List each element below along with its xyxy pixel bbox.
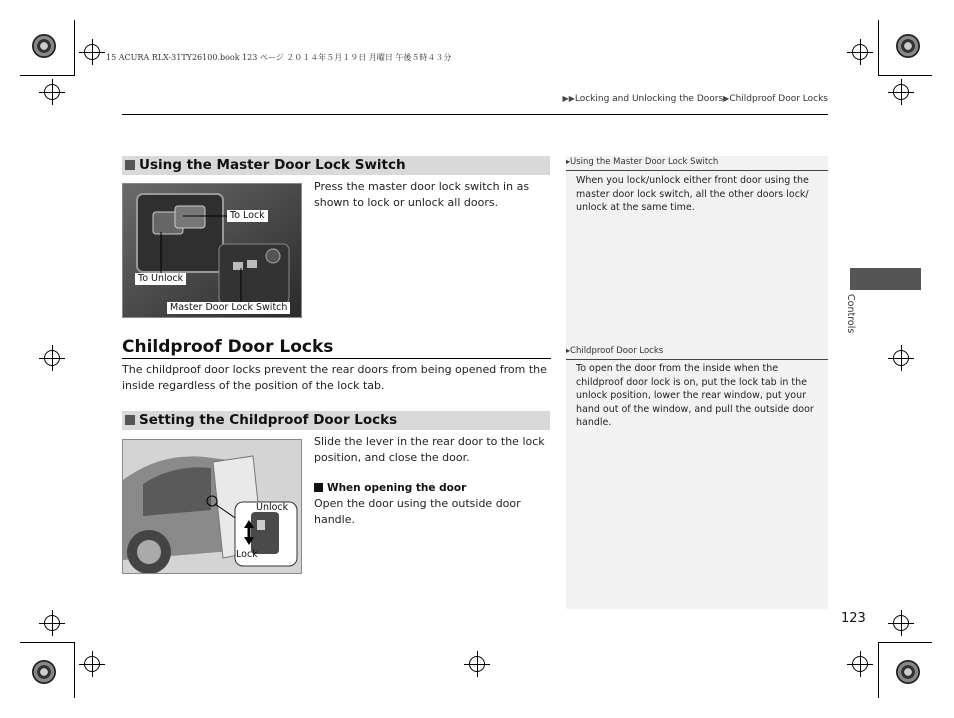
childproof-illustration	[122, 439, 302, 574]
registration-mark-icon	[893, 350, 909, 366]
reference-arrow-icon: ▸	[566, 346, 571, 355]
sub-heading	[314, 482, 466, 494]
breadcrumb	[563, 94, 828, 104]
registration-mark-icon	[893, 84, 909, 100]
crop-mark	[20, 642, 74, 643]
breadcrumb-part: Childproof Door Locks	[729, 94, 828, 104]
sidebar-note-heading-text: Using the Master Door Lock Switch	[570, 157, 719, 167]
door-panel-image	[123, 184, 301, 317]
sidebar-rule	[566, 170, 828, 171]
sidebar-note-body: To open the door from the inside when the childproof door lock is on, put the lock tab in the unlock position, lower the rear window, put your hand out of the window, and pull the outside door handle.	[576, 363, 814, 428]
registration-mark-icon	[44, 615, 60, 631]
registration-mark-icon	[84, 656, 100, 672]
square-bullet-icon	[314, 483, 323, 492]
callout-to-lock: To Lock	[227, 210, 268, 222]
registration-mark-icon	[469, 656, 485, 672]
section-heading	[122, 411, 550, 430]
registration-star-icon	[32, 34, 56, 58]
page-title: Childproof Door Locks	[122, 337, 334, 357]
section-heading	[122, 156, 550, 175]
registration-mark-icon	[852, 656, 868, 672]
registration-mark-icon	[84, 44, 100, 60]
reference-arrow-icon: ▸	[566, 157, 571, 166]
crop-mark	[878, 20, 879, 76]
section-heading-text: Setting the Childproof Door Locks	[139, 412, 398, 428]
callout-master-switch: Master Door Lock Switch	[167, 302, 290, 314]
registration-star-icon	[896, 34, 920, 58]
crop-mark	[74, 642, 75, 698]
square-bullet-icon	[125, 160, 135, 170]
section-heading-text: Using the Master Door Lock Switch	[139, 157, 406, 173]
breadcrumb-sep-icon: ▶	[723, 94, 730, 103]
page-number: 123	[841, 611, 866, 626]
sidebar-rule	[566, 359, 828, 360]
registration-mark-icon	[852, 44, 868, 60]
sidebar-note-heading	[566, 346, 663, 356]
chapter-tab-label: Controls	[845, 294, 856, 334]
crop-mark	[878, 642, 879, 698]
sub-heading-text: When opening the door	[327, 482, 467, 494]
callout-unlock: Unlock	[256, 502, 289, 513]
sidebar-note-body: When you lock/unlock either front door using the master door lock switch, all the other doors lock/ unlock at the same time.	[576, 175, 809, 213]
breadcrumb-arrows-icon: ▶▶	[562, 94, 575, 103]
file-info: 15 ACURA RLX-31TY26100.book 123 ページ ２０１４年５月１９日 月曜日 午後５時４３分	[106, 53, 452, 62]
sidebar-note-heading-text: Childproof Door Locks	[570, 346, 664, 356]
registration-star-icon	[896, 660, 920, 684]
master-switch-illustration	[122, 183, 302, 318]
crop-mark	[878, 75, 932, 76]
master-switch-body: Press the master door lock switch in as shown to lock or unlock all doors.	[314, 180, 530, 209]
sidebar-note-heading	[566, 157, 718, 167]
setting-body: Slide the lever in the rear door to the lock position, and close the door.	[314, 435, 545, 464]
registration-mark-icon	[893, 615, 909, 631]
registration-mark-icon	[44, 84, 60, 100]
registration-star-icon	[32, 660, 56, 684]
square-bullet-icon	[125, 415, 135, 425]
childproof-intro: The childproof door locks prevent the rear doors from being opened from the inside regardless of the position of the lock tab.	[122, 363, 547, 392]
crop-mark	[878, 642, 932, 643]
registration-mark-icon	[44, 350, 60, 366]
title-rule	[122, 358, 551, 359]
callout-to-unlock: To Unlock	[135, 273, 186, 285]
callout-lock: Lock	[236, 549, 258, 560]
header-rule	[122, 114, 828, 115]
breadcrumb-part: Locking and Unlocking the Doors	[574, 94, 724, 104]
chapter-tab	[850, 268, 921, 290]
crop-mark	[20, 75, 74, 76]
sub-body: Open the door using the outside door handle.	[314, 497, 521, 526]
crop-mark	[74, 20, 75, 76]
